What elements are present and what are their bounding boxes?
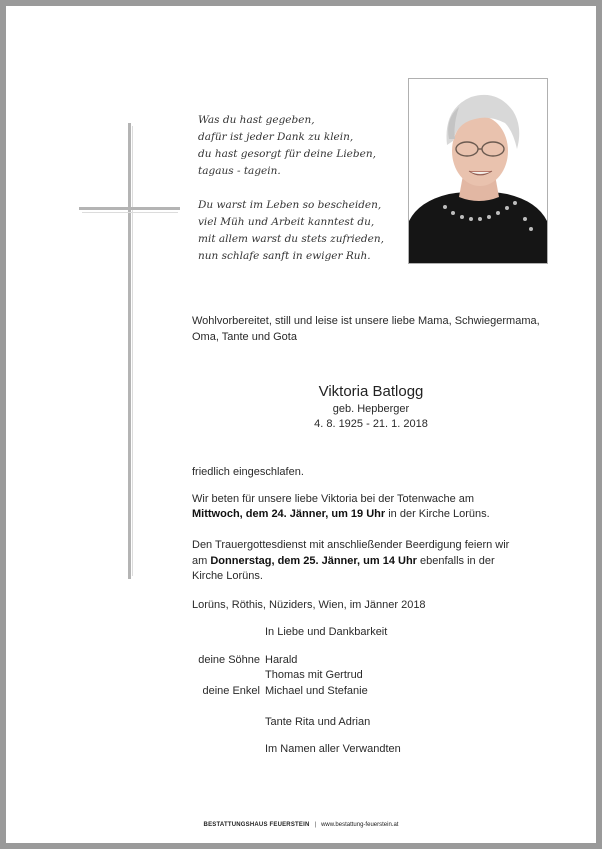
funeral-suffix: ebenfalls in der [416, 555, 495, 567]
wake-line-2 [192, 507, 490, 522]
memorial-poem [198, 112, 403, 265]
life-dates: 4. 8. 1925 - 21. 1. 2018 [314, 418, 428, 430]
maiden-name: geb. Hepberger [332, 403, 410, 415]
cross-vertical-beam [128, 123, 131, 579]
grandchild-name: Michael und Stefanie [265, 685, 368, 697]
footer [6, 822, 596, 828]
footer-separator: | [314, 822, 317, 828]
intro-line: Oma, Tante und Gota [192, 331, 297, 343]
poem-line: du hast gesorgt für deine Lieben, [198, 148, 376, 160]
relatives-line: Im Namen aller Verwandten [265, 743, 401, 755]
funeral-prefix: am [192, 555, 211, 567]
obituary-page [6, 6, 596, 843]
funeral-home-website[interactable]: www.bestattung-feuerstein.at [321, 822, 399, 828]
wake-date: Mittwoch, dem 24. Jänner, um 19 Uhr [192, 508, 386, 520]
poem-line: Du warst im Leben so bescheiden, [198, 199, 382, 211]
poem-line: viel Müh und Arbeit kanntest du, [198, 216, 375, 228]
poem-line: dafür ist jeder Dank zu klein, [198, 131, 354, 143]
funeral-date: Donnerstag, dem 25. Jänner, um 14 Uhr [210, 555, 417, 567]
son-name: Harald [265, 654, 298, 666]
grandchildren-label: deine Enkel [202, 685, 260, 697]
passed-text: friedlich eingeschlafen. [192, 466, 304, 478]
cross-horizontal-shadow [82, 212, 178, 213]
portrait-illustration [409, 79, 547, 263]
poem-line: tagaus - tagein. [198, 165, 281, 177]
place-and-date: Lorüns, Röthis, Nüziders, Wien, im Jänner 2018 [192, 599, 426, 611]
intro-line: Wohlvorbereitet, still und leise ist unsere liebe Mama, Schwiegermama, [192, 315, 540, 327]
portrait-photo [408, 78, 548, 264]
funeral-line-1: Den Trauergottesdienst mit anschließender Beerdigung feiern wir [192, 539, 510, 551]
sons-label: deine Söhne [198, 654, 260, 666]
closing-phrase: In Liebe und Dankbarkeit [265, 626, 388, 638]
funeral-line-3: Kirche Lorüns. [192, 570, 263, 582]
funeral-line-2 [192, 554, 495, 569]
deceased-name: Viktoria Batlogg [318, 383, 424, 400]
aunt-line: Tante Rita und Adrian [265, 716, 371, 728]
funeral-home-name: BESTATTUNGSHAUS FEUERSTEIN [203, 822, 310, 828]
wake-location: in der Kirche Lorüns. [385, 508, 490, 520]
cross-horizontal-beam [79, 207, 180, 210]
poem-line: Was du hast gegeben, [198, 114, 315, 126]
son-name: Thomas mit Gertrud [265, 669, 363, 681]
poem-line: mit allem warst du stets zufrieden, [198, 233, 384, 245]
wake-line-1: Wir beten für unsere liebe Viktoria bei der Totenwache am [192, 493, 475, 505]
cross-vertical-shadow [132, 126, 133, 576]
poem-line: nun schlafe sanft in ewiger Ruh. [198, 250, 371, 262]
